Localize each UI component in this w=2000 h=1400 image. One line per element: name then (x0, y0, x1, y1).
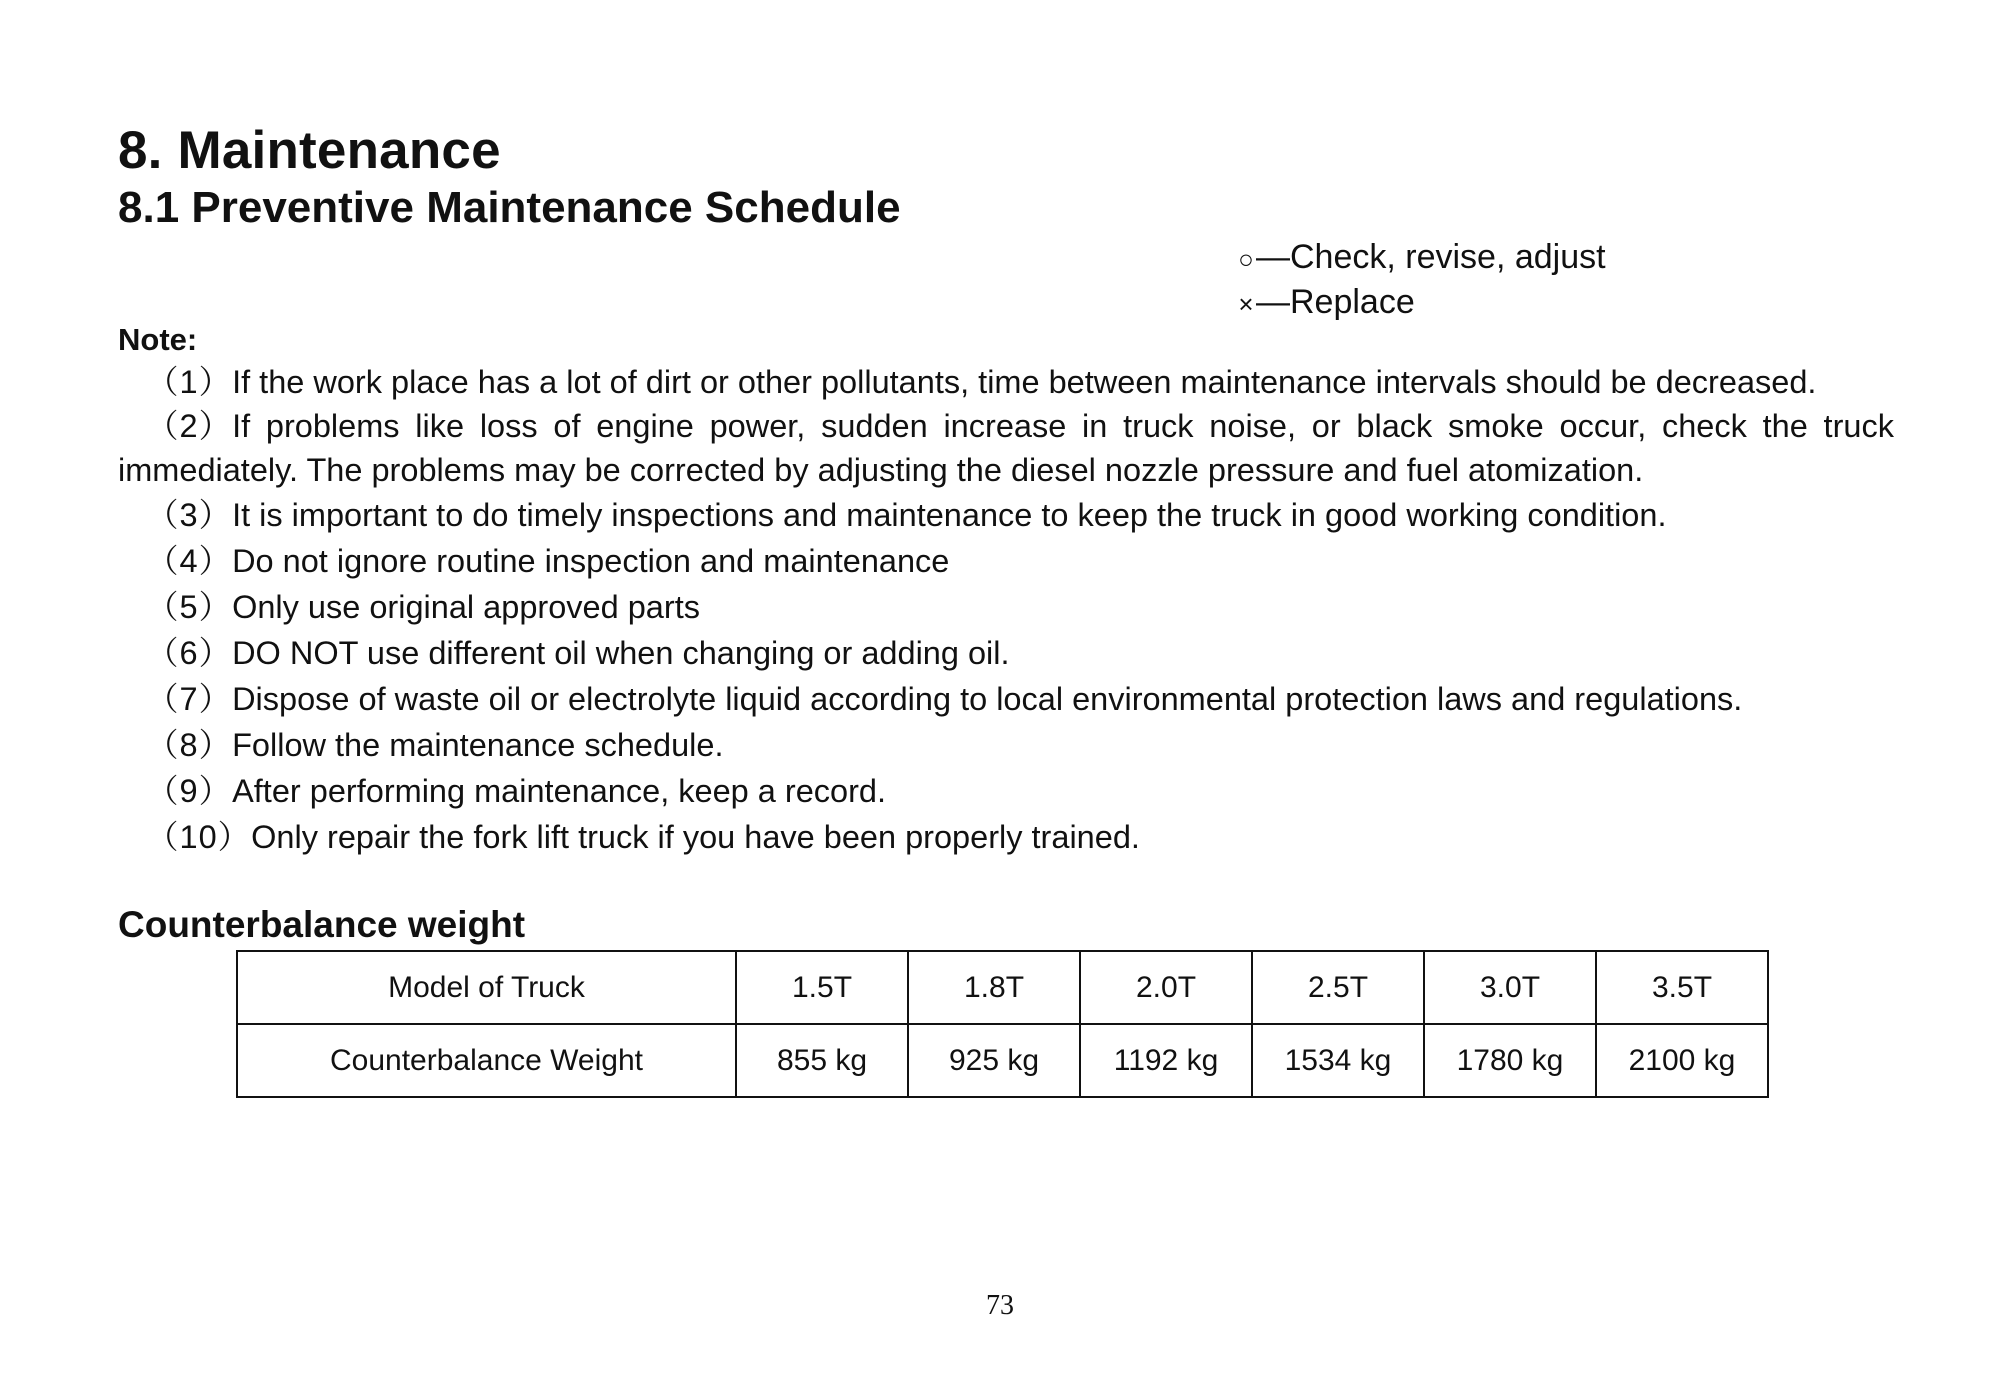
table-cell: 855 kg (736, 1024, 908, 1097)
cross-icon: × (1238, 289, 1254, 319)
note-item (118, 492, 1894, 538)
legend-replace (1236, 281, 1606, 326)
note-item (118, 768, 1894, 814)
note-text: If problems like loss of engine power, sudden increase in truck noise, or black smoke occur, check the truck immediately. The problems may be corrected by adjusting the diesel nozzle pressure and fuel atomization. (118, 408, 1894, 488)
page-title: 8. Maintenance (118, 121, 501, 180)
table-cell: 2.5T (1252, 951, 1424, 1024)
note-text: After performing maintenance, keep a record. (232, 773, 887, 809)
note-item (118, 676, 1894, 722)
note-text: DO NOT use different oil when changing or adding oil. (232, 635, 1010, 671)
table-cell: Counterbalance Weight (237, 1024, 736, 1097)
note-number: （6） (146, 635, 233, 671)
note-item (118, 404, 1894, 492)
notes-list (118, 360, 1894, 860)
note-text: It is important to do timely inspections and maintenance to keep the truck in good working condition. (232, 497, 1667, 533)
table-cell: 1780 kg (1424, 1024, 1596, 1097)
note-item (118, 722, 1894, 768)
note-number: （3） (146, 497, 233, 533)
legend-check (1236, 236, 1606, 281)
note-number: （7） (146, 681, 233, 717)
page-number: 73 (986, 1290, 1014, 1321)
section-title: 8.1 Preventive Maintenance Schedule (118, 183, 901, 232)
table-cell: 3.5T (1596, 951, 1768, 1024)
note-item (118, 814, 1894, 860)
circle-icon: ○ (1238, 244, 1254, 274)
legend-replace-text: —Replace (1256, 283, 1415, 321)
note-number: （8） (146, 727, 233, 763)
note-number: （4） (146, 543, 233, 579)
symbol-legend (1236, 236, 1606, 326)
note-number: （5） (146, 589, 233, 625)
note-number: （10） (146, 819, 252, 855)
note-item (118, 360, 1894, 404)
table-cell: Model of Truck (237, 951, 736, 1024)
table-cell: 1.8T (908, 951, 1080, 1024)
note-item (118, 630, 1894, 676)
note-text: Dispose of waste oil or electrolyte liquid according to local environmental protection laws and regulations. (232, 681, 1743, 717)
counterbalance-table (236, 950, 1769, 1098)
table-row (237, 1024, 1768, 1097)
table-cell: 2100 kg (1596, 1024, 1768, 1097)
note-number: （2） (146, 408, 233, 444)
table-cell: 1534 kg (1252, 1024, 1424, 1097)
note-text: Only use original approved parts (232, 589, 700, 625)
note-number: （1） (146, 364, 233, 400)
note-text: If the work place has a lot of dirt or other pollutants, time between maintenance intervals should be decreased. (232, 364, 1817, 400)
note-text: Follow the maintenance schedule. (232, 727, 724, 763)
table-cell: 2.0T (1080, 951, 1252, 1024)
note-text: Only repair the fork lift truck if you have been properly trained. (251, 819, 1140, 855)
table-cell: 3.0T (1424, 951, 1596, 1024)
counterbalance-heading: Counterbalance weight (118, 904, 526, 945)
table-row (237, 951, 1768, 1024)
note-item (118, 538, 1894, 584)
note-label: Note: (118, 322, 198, 357)
table-cell: 1.5T (736, 951, 908, 1024)
table-cell: 1192 kg (1080, 1024, 1252, 1097)
note-text: Do not ignore routine inspection and maintenance (232, 543, 950, 579)
note-item (118, 584, 1894, 630)
table-cell: 925 kg (908, 1024, 1080, 1097)
note-number: （9） (146, 773, 233, 809)
legend-check-text: —Check, revise, adjust (1256, 238, 1606, 276)
